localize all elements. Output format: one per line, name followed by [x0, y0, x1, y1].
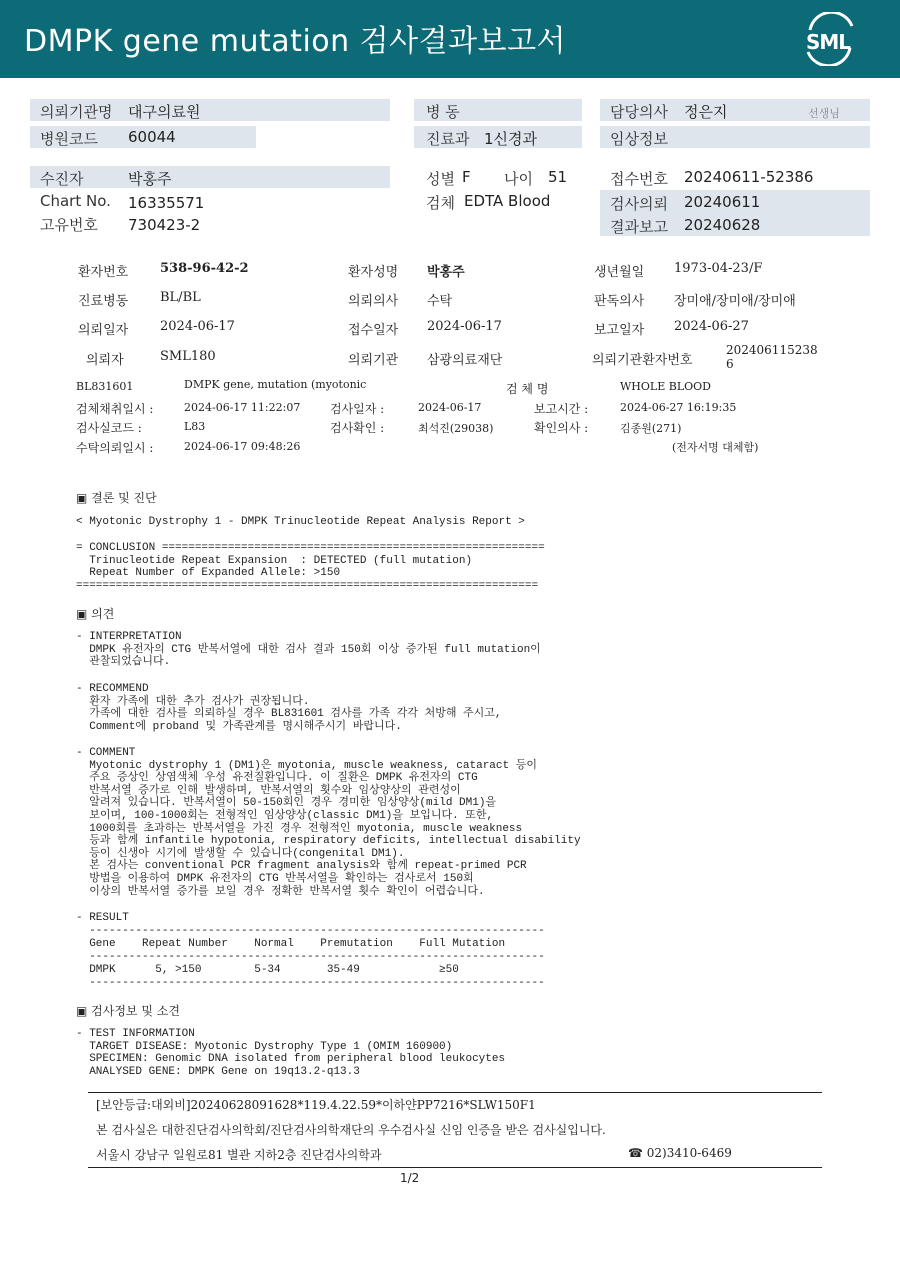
report-title: DMPK gene mutation 검사결과보고서	[24, 24, 567, 59]
grid-label: 의뢰기관환자번호	[592, 353, 693, 368]
certification-note: 본 검사실은 대한진단검사의학회/진단검사의학재단의 우수검사실 신임 인증을 받은 검사실입니다.	[96, 1123, 606, 1137]
footer-rule-top	[88, 1092, 822, 1093]
grid-value: 2024-06-17	[427, 319, 502, 334]
test-code: BL831601	[76, 380, 134, 393]
request-value: 20240611	[684, 193, 761, 211]
receipt-value: 20240611-52386	[684, 168, 814, 186]
sex-value: F	[462, 168, 471, 186]
request-label: 검사의뢰	[610, 195, 668, 213]
testdate-value: 2024-06-17	[418, 401, 482, 414]
grid-value: 박홍주	[427, 265, 465, 280]
doctor-suffix: 선생님	[808, 107, 840, 120]
grid-value: 장미애/장미애/장미애	[674, 294, 796, 309]
test-name: DMPK gene, mutation (myotonic	[184, 378, 367, 391]
code-value: 60044	[128, 128, 176, 146]
section-conclusion-heading: ▣ 결론 및 진단	[76, 491, 157, 505]
comment-block: - COMMENT Myotonic dystrophy 1 (DM1)은 myotonia, muscle weakness, cataract 등이 주요 증상인 상염색체 우성 유전질환입니다. 이 질환은 DMPK 유전자의 CTG 반복서열 증가로 인해 발생하며, 반복서열의 횟수와 임상양상의 관련성이 알려져 있습니다. 반복서열이 50-150회인 경우 경미한 임상양상(mild DM1)을 보이며, 100-1000회는 전형적인 임상양상(classic DM1)을 보입니다. 또한, 1000회를 초과하는 반복서열을 가진 경우 전형적인 myotonia, muscle weakness 등과 함께 infantile hypotonia, respiratory deficits, intellectual disability 등이 신생아 시기에 발생할 수 있습니다(congenital DM1). 본 검사는 conventional PCR fragment analysis와 함께 repeat-primed PCR 방법을 이용하여 DMPK 유전자의 CTG 반복서열을 확인하는 검사로서 150회 이상의 반복서열 증가를 보일 경우 정확한 반복서열 횟수 확인이 어렵습니다.	[76, 747, 581, 898]
conclusion-block: = CONCLUSION ========================================================== Trinucleotide Repeat Expansion : DETECTED (full mutation) Repeat Number of Expanded Allele: >150 ======================================================================	[76, 542, 545, 592]
doctor-value: 정은지	[684, 103, 728, 121]
lab-phone: ☎ 02)3410-6469	[628, 1146, 732, 1160]
receipt-label: 접수번호	[610, 170, 668, 188]
specimen-value: EDTA Blood	[464, 192, 551, 210]
result-title: - RESULT	[76, 912, 129, 924]
doctor-label: 담당의사	[610, 103, 668, 121]
specimen-name-label: 검 체 명	[506, 382, 549, 396]
specimen-name: WHOLE BLOOD	[620, 380, 711, 393]
esign-note: (전자서명 대체함)	[672, 441, 759, 454]
result-rule-top: ---------------------------------------------------------------------	[76, 925, 545, 937]
patient-field	[30, 166, 390, 188]
grid-label: 진료병동	[78, 294, 129, 309]
page-number: 1/2	[400, 1171, 420, 1185]
clinical-label: 임상정보	[610, 130, 668, 148]
report-header	[0, 0, 900, 78]
grid-label: 환자성명	[348, 265, 399, 280]
confirm-value: 최석진(29038)	[418, 422, 494, 435]
footer-rule-bottom	[88, 1167, 822, 1168]
section-opinion-heading: ▣ 의견	[76, 607, 115, 621]
logo-text: SML	[806, 30, 851, 54]
grid-value: 2024-06-27	[674, 319, 749, 334]
code-label: 병원코드	[40, 130, 98, 148]
interpretation-block: - INTERPRETATION DMPK 유전자의 CTG 반복서열에 대한 검사 결과 150회 이상 증가된 full mutation이 관찰되었습니다.	[76, 631, 541, 669]
grid-value: BL/BL	[160, 290, 201, 305]
lab-value: L83	[184, 420, 206, 433]
chart-label: Chart No.	[40, 192, 111, 210]
hospital-value: 대구의료원	[128, 103, 201, 121]
sml-logo	[800, 12, 860, 66]
lab-address: 서울시 강남구 일원로81 별관 지하2층 진단검사의학과	[96, 1148, 382, 1162]
testdate-label: 검사일자 :	[330, 402, 385, 416]
consign-value: 2024-06-17 09:48:26	[184, 440, 301, 453]
dept-label: 진료과	[426, 130, 470, 148]
chart-value: 16335571	[128, 194, 205, 212]
reporttime-label: 보고시간 :	[534, 402, 589, 416]
grid-label: 의뢰자	[86, 353, 124, 368]
grid-value: 삼광의료재단	[427, 353, 503, 368]
hospital-label: 의뢰기관명	[40, 103, 113, 121]
result-data-row: DMPK 5, >150 5-34 35-49 ≥50	[76, 964, 459, 976]
collect-value: 2024-06-17 11:22:07	[184, 401, 301, 414]
patient-value: 박홍주	[128, 170, 172, 188]
lab-label: 검사실코드 :	[76, 421, 142, 435]
ward-label: 병 동	[426, 103, 460, 121]
grid-value: 2024-06-17	[160, 319, 235, 334]
section-testinfo-heading: ▣ 검사정보 및 소견	[76, 1004, 180, 1018]
grid-label: 판독의사	[594, 294, 645, 309]
grid-value: 수탁	[427, 294, 453, 309]
result-rule-bottom: ---------------------------------------------------------------------	[76, 977, 545, 989]
dept-value: 1신경과	[484, 130, 538, 148]
confirm-label: 검사확인 :	[330, 421, 385, 435]
patient-label: 수진자	[40, 170, 84, 188]
grid-value: 1973-04-23/F	[674, 261, 763, 276]
recommend-block: - RECOMMEND 환자 가족에 대한 추가 검사가 권장됩니다. 가족에 대한 검사를 의뢰하실 경우 BL831601 검사를 가족 각각 처방해 주시고, Comment에 proband 및 가족관계를 명시해주시기 바랍니다.	[76, 683, 502, 733]
reporttime-value: 2024-06-27 16:19:35	[620, 401, 737, 414]
grid-label: 의뢰의사	[348, 294, 399, 309]
result-rule-mid: ---------------------------------------------------------------------	[76, 951, 545, 963]
sex-label: 성별	[426, 170, 455, 188]
grid-value: 538-96-42-2	[160, 261, 249, 276]
collect-label: 검체채취일시 :	[76, 402, 154, 416]
grid-value: SML180	[160, 349, 216, 364]
grid-value: 6	[726, 357, 734, 371]
consign-label: 수탁의뢰일시 :	[76, 441, 154, 455]
report-label: 결과보고	[610, 218, 668, 236]
grid-label: 환자번호	[78, 265, 129, 280]
grid-label: 의뢰기관	[348, 353, 399, 368]
specimen-label: 검체	[426, 194, 455, 212]
grid-label: 생년월일	[594, 265, 645, 280]
age-value: 51	[548, 168, 568, 186]
id-label: 고유번호	[40, 216, 98, 234]
testinfo-block: - TEST INFORMATION TARGET DISEASE: Myotonic Dystrophy Type 1 (OMIM 160900) SPECIMEN: Genomic DNA isolated from peripheral blood leukocytes ANALYSED GENE: DMPK Gene on 19q13.2-q13.3	[76, 1028, 506, 1078]
security-line: [보안등급:대외비]20240628091628*119.4.22.59*이하얀PP7216*SLW150F1	[96, 1098, 536, 1112]
grid-label: 보고일자	[594, 323, 645, 338]
report-value: 20240628	[684, 216, 761, 234]
grid-value: 202406115238	[726, 343, 818, 357]
grid-label: 접수일자	[348, 323, 399, 338]
age-label: 나이	[504, 170, 533, 188]
verify-value: 김종원(271)	[620, 422, 682, 435]
result-header-row: Gene Repeat Number Normal Premutation Full Mutation	[76, 938, 506, 950]
grid-label: 의뢰일자	[78, 323, 129, 338]
id-value: 730423-2	[128, 216, 201, 234]
verify-label: 확인의사 :	[534, 421, 589, 435]
report-title-line: < Myotonic Dystrophy 1 - DMPK Trinucleotide Repeat Analysis Report >	[76, 516, 525, 528]
